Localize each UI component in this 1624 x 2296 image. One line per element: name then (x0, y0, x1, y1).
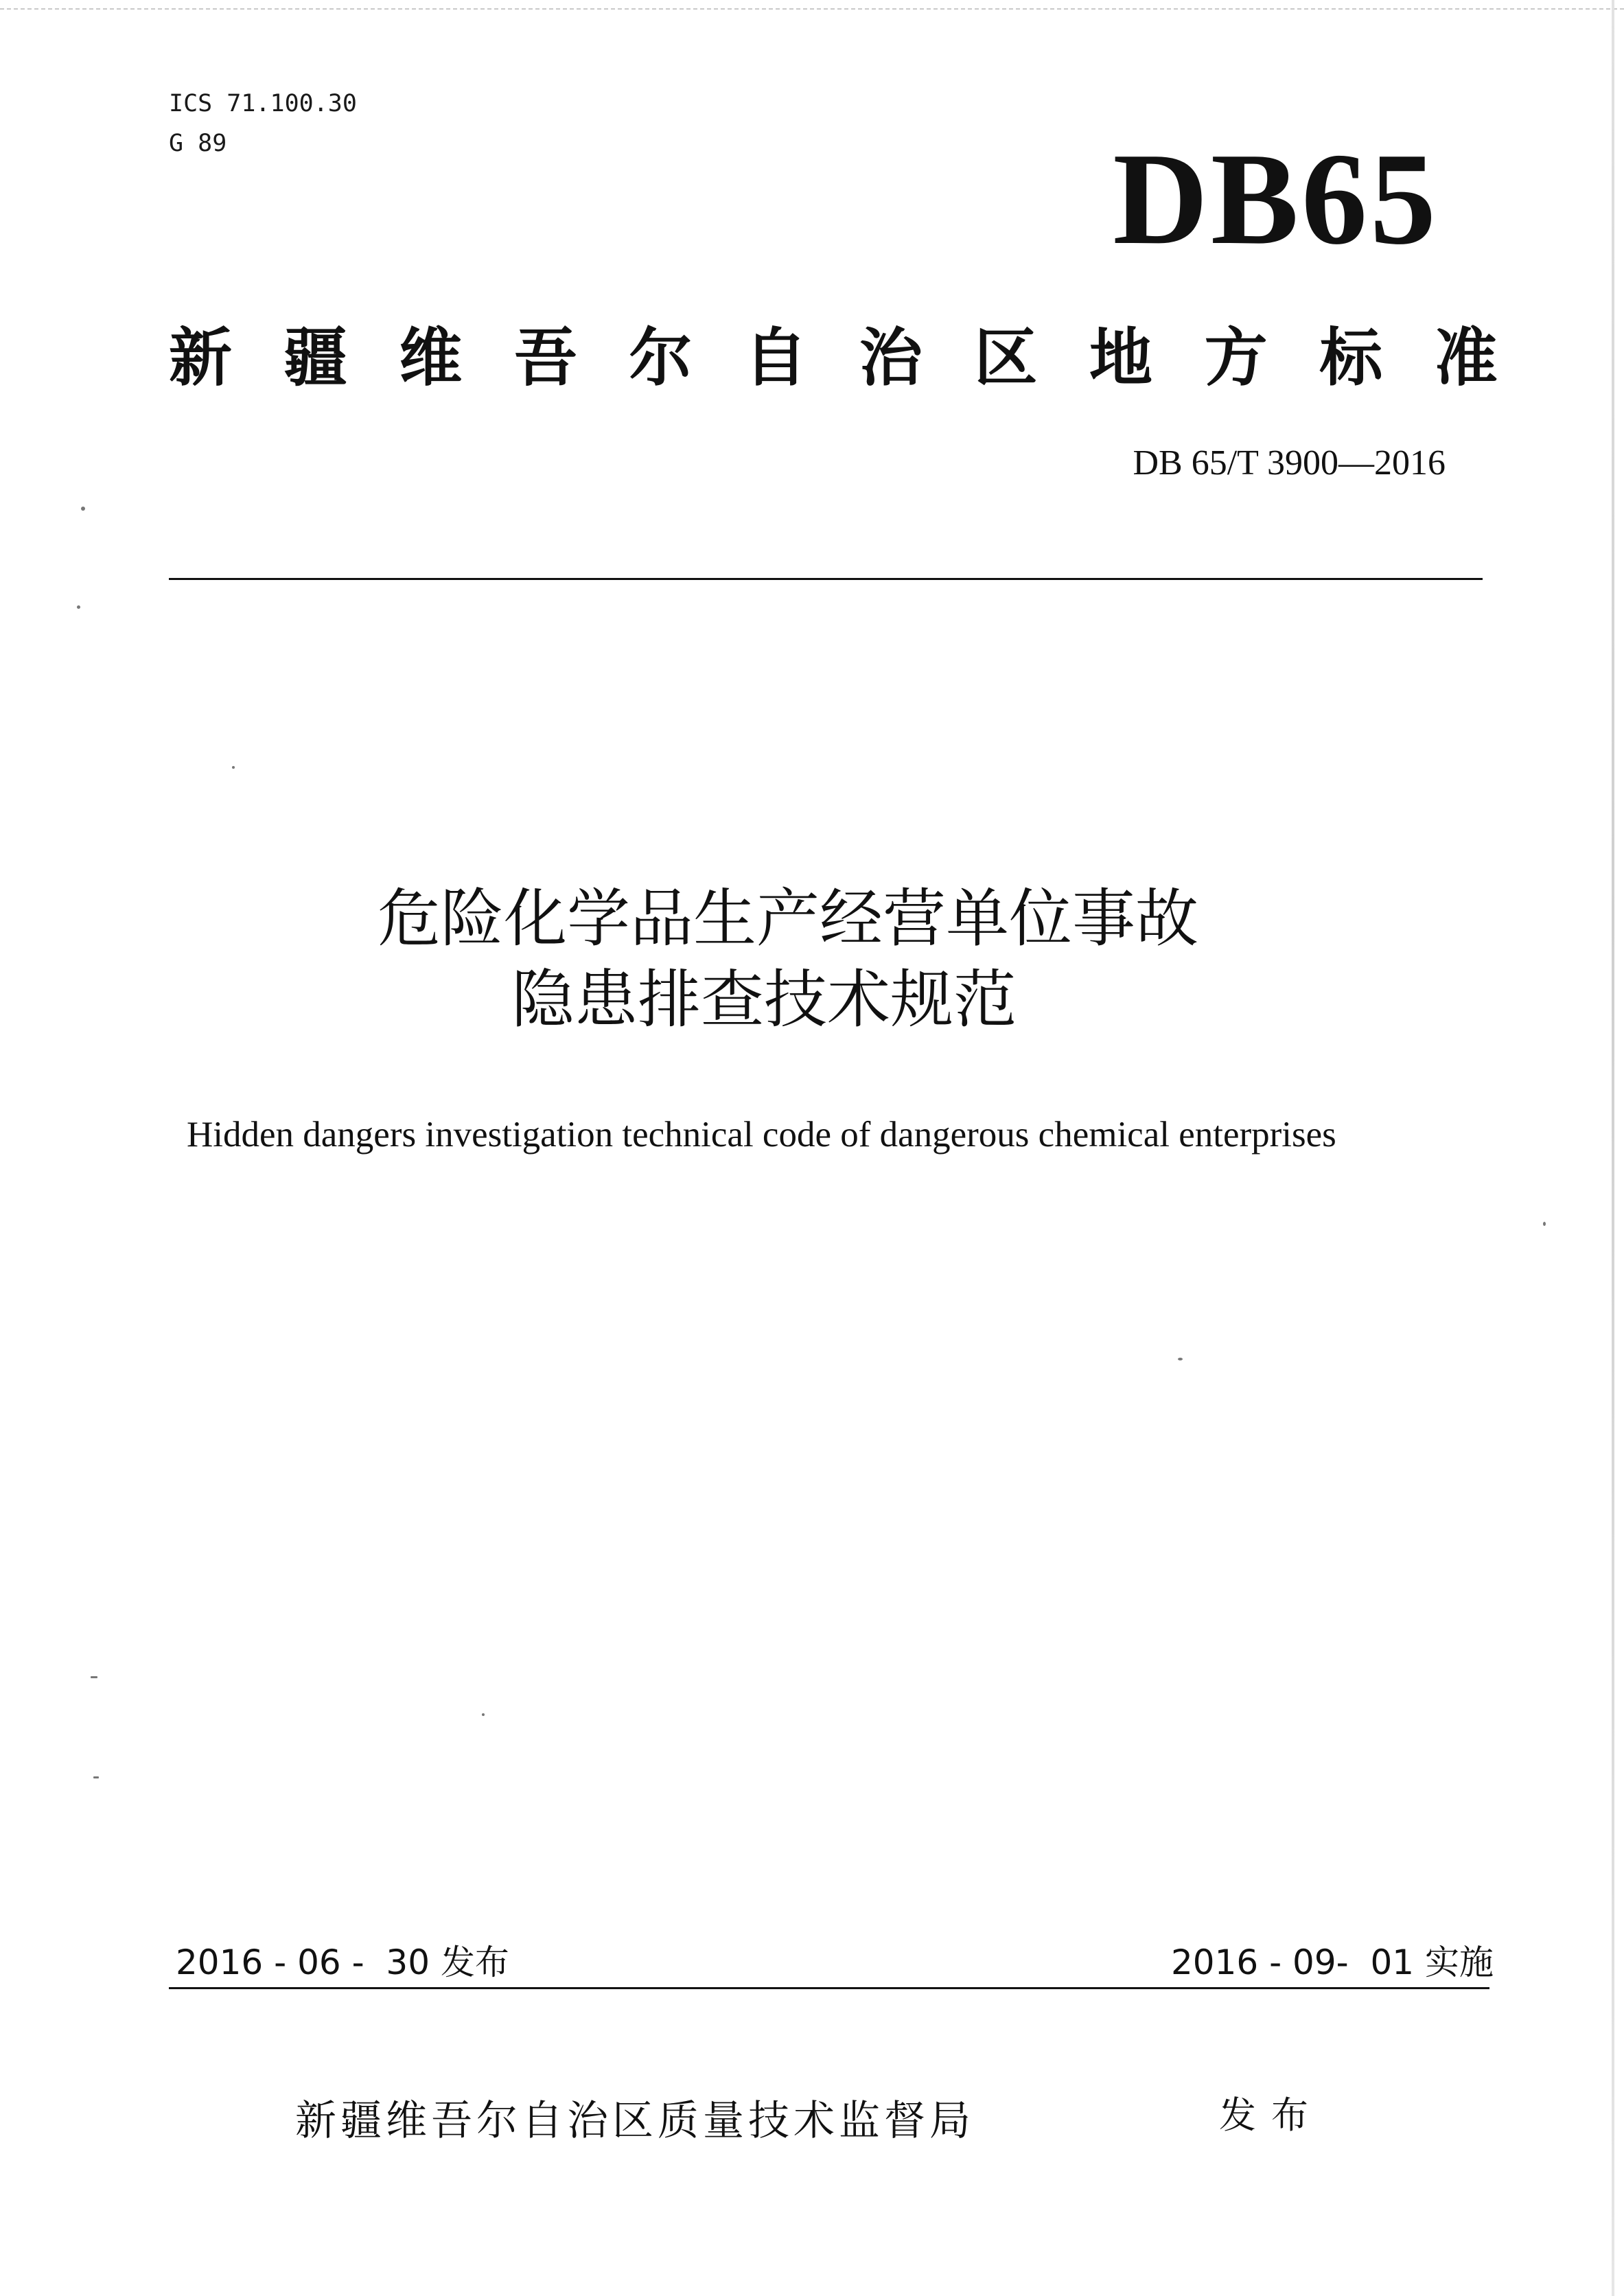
effective-date: 2016 - 09- 01 实施 (1170, 1943, 1494, 1982)
top-divider (169, 578, 1483, 580)
standard-number: DB 65/T 3900—2016 (1133, 443, 1446, 483)
scan-speck (93, 1776, 99, 1778)
scan-speck (1178, 1358, 1183, 1360)
standard-type-char: 疆 (283, 321, 347, 395)
scan-speck (77, 605, 80, 609)
standard-type-char: 方 (1204, 321, 1268, 395)
scan-speck (91, 1676, 97, 1678)
issue-date: 2016 - 06 - 30 发布 (176, 1943, 509, 1982)
standard-type-heading (169, 317, 1498, 399)
standard-type-char: 尔 (629, 321, 693, 395)
standard-type-char: 准 (1434, 321, 1498, 395)
standard-type-char: 标 (1319, 321, 1383, 395)
scan-speck (1543, 1222, 1546, 1226)
standard-type-char: 新 (169, 321, 233, 395)
scan-speck (232, 766, 235, 769)
standard-type-char: 吾 (513, 321, 577, 395)
scan-edge-right (1612, 0, 1614, 2296)
title-zh-line2: 隐患排查技术规范 (511, 963, 1017, 1036)
scan-edge-top (0, 0, 1624, 10)
publisher-name: 新疆维吾尔自治区质量技术监督局 (295, 2097, 975, 2145)
publish-label: 发布 (1219, 2094, 1323, 2137)
scan-speck (81, 507, 85, 511)
title-zh-line1: 危险化学品生产经营单位事故 (377, 882, 1198, 955)
bottom-divider (169, 1987, 1489, 1989)
classification-codes (169, 84, 357, 163)
ccs-code: G 89 (169, 130, 227, 157)
standard-type-char: 地 (1089, 321, 1153, 395)
standard-type-char: 治 (859, 321, 923, 395)
document-title-zh (0, 879, 1624, 1041)
standard-type-char: 区 (974, 321, 1038, 395)
standard-type-char: 自 (744, 321, 808, 395)
standard-type-char: 维 (399, 321, 463, 395)
document-title-en: Hidden dangers investigation technical code of dangerous chemical enterprises (187, 1115, 1336, 1155)
db65-logo: DB65 (1113, 126, 1439, 272)
scan-speck (482, 1713, 485, 1716)
ics-code: ICS 71.100.30 (169, 90, 357, 117)
